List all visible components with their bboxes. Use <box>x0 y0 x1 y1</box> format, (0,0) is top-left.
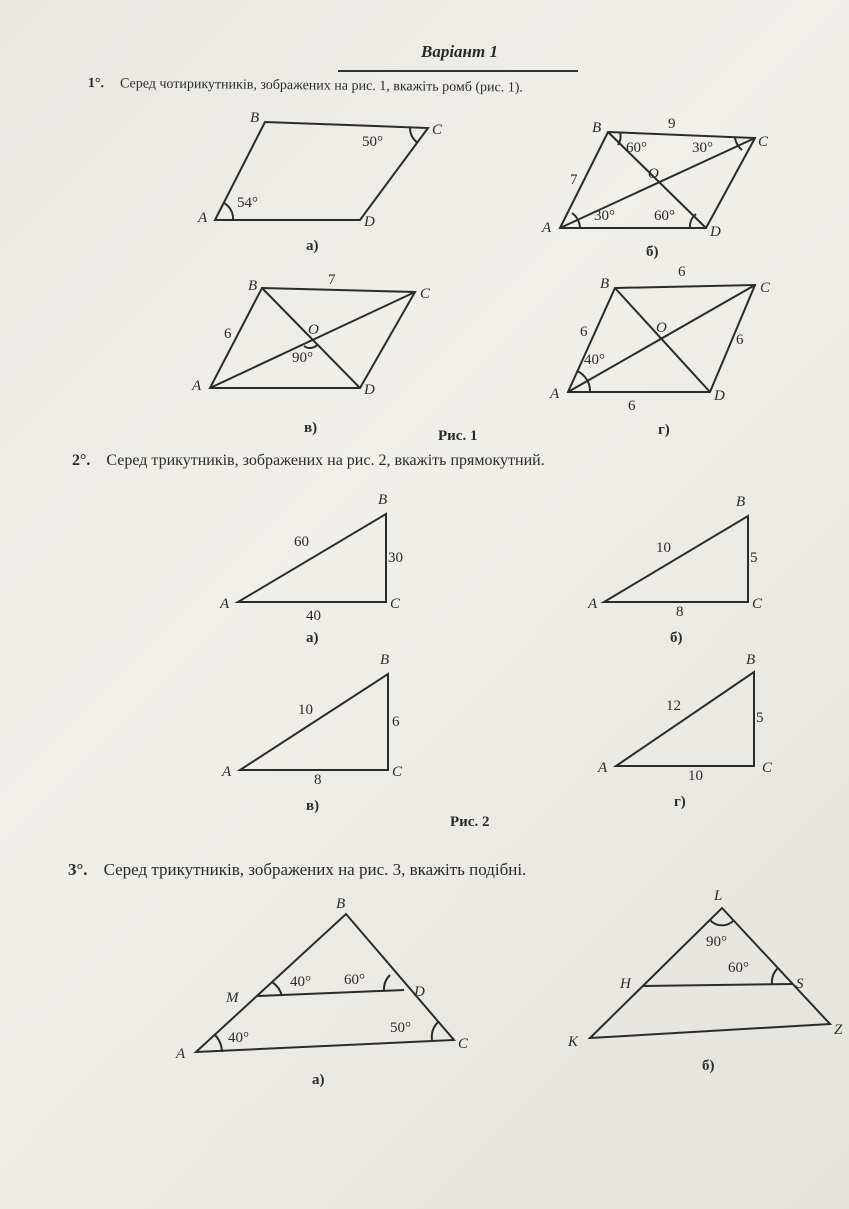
fig1b-label-c: C <box>758 134 769 150</box>
fig1b-angle-c: 30° <box>692 140 713 156</box>
fig1a-label-d: D <box>364 214 375 230</box>
fig1g-diagonal-bd <box>615 288 710 392</box>
fig1b-angle-b-arc <box>618 132 621 145</box>
fig2b-side-bc: 5 <box>750 550 758 566</box>
task-3-text: Серед трикутників, зображених на рис. 3, вкажіть подібні. <box>103 860 527 879</box>
fig2v-side-bc: 6 <box>392 714 400 730</box>
fig3b-label-k: K <box>568 1034 579 1050</box>
fig3a-angle-a: 40° <box>228 1030 249 1046</box>
fig2g-side-bc: 5 <box>756 710 764 726</box>
fig1b-angle-d-arc <box>690 214 696 228</box>
fig3a-angle-c: 50° <box>390 1020 411 1036</box>
fig2-b <box>587 494 763 646</box>
fig1b-caption: б) <box>646 244 659 260</box>
fig1a-label-c: C <box>432 122 443 138</box>
fig1b-angle-d: 60° <box>654 208 675 224</box>
fig1-b <box>541 116 769 260</box>
fig2v-side-ab: 10 <box>298 702 313 718</box>
task-2-text: Серед трикутників, зображених на рис. 2, вкажіть прямокутний. <box>106 452 545 469</box>
fig1v-label-b: B <box>248 278 258 294</box>
fig1g-label-b: B <box>600 276 610 292</box>
fig1-v <box>191 272 431 436</box>
task-3-number: 3°. <box>68 860 88 879</box>
fig3b-angle-s: 60° <box>728 960 749 976</box>
fig2a-triangle <box>238 514 386 602</box>
fig2v-triangle <box>240 674 388 770</box>
fig1g-angle-a-arc <box>577 371 590 392</box>
fig3b-label-l: L <box>714 888 723 904</box>
fig1g-diagonal-ac <box>568 285 755 392</box>
fig1v-label-d: D <box>364 382 375 398</box>
fig3b-segment-hs <box>642 984 792 986</box>
fig1b-side-bc: 9 <box>668 116 676 132</box>
fig1b-label-o: O <box>648 166 659 182</box>
fig3a-label-m: M <box>226 990 239 1006</box>
fig1v-right-angle-arc <box>304 344 318 348</box>
fig3b-triangle-lkz <box>590 908 830 1038</box>
fig2-g <box>597 652 773 810</box>
fig3b-angle-l: 90° <box>706 934 727 950</box>
fig2-a <box>219 492 403 646</box>
fig1b-angle-b: 60° <box>626 140 647 156</box>
fig2g-triangle <box>616 672 754 766</box>
fig2g-label-b: B <box>746 652 756 668</box>
fig2v-label-b: B <box>380 652 390 668</box>
fig2v-side-ac: 8 <box>314 772 322 788</box>
fig2v-label-a: A <box>222 764 232 780</box>
fig2g-side-ac: 10 <box>688 768 703 784</box>
fig1v-side-ab: 6 <box>224 326 232 342</box>
fig1b-angle-a: 30° <box>594 208 615 224</box>
fig1v-label-o: O <box>308 322 319 338</box>
fig1-a <box>197 110 443 254</box>
fig3a-label-c: C <box>458 1036 469 1052</box>
fig1a-angle-c: 50° <box>362 134 383 150</box>
fig1v-label-c: C <box>420 286 431 302</box>
fig3-b <box>567 888 843 1074</box>
fig1a-angle-a: 54° <box>237 195 258 211</box>
fig3b-label-h: H <box>620 976 631 992</box>
fig1g-side-cd: 6 <box>736 332 744 348</box>
fig2b-label-c: C <box>752 596 763 612</box>
fig3a-caption: а) <box>312 1072 325 1088</box>
task-1-number: 1°. <box>87 76 105 92</box>
fig1g-side-ad: 6 <box>628 398 636 414</box>
fig3a-angle-m-arc <box>272 982 282 996</box>
task-2-number: 2°. <box>72 452 91 469</box>
fig2b-label-a: A <box>588 596 598 612</box>
fig2a-caption: а) <box>306 630 319 646</box>
fig2a-side-bc: 30 <box>388 550 403 566</box>
fig1g-label-o: O <box>656 320 667 336</box>
fig2v-label-c: C <box>392 764 403 780</box>
fig3b-angle-s-arc <box>772 968 778 984</box>
fig1v-caption: в) <box>304 420 318 436</box>
fig3b-label-s: S <box>796 976 804 992</box>
fig1a-label-b: B <box>250 110 260 126</box>
fig3b-angle-l-arc <box>710 920 734 925</box>
fig1b-label-a: A <box>542 220 552 236</box>
task-1-text: Серед чотирикутників, зображених на рис. 1, вкажіть ромб (рис. 1). <box>119 76 524 96</box>
fig3a-angle-d-arc <box>384 975 390 990</box>
fig1b-side-ab: 7 <box>570 172 578 188</box>
fig1v-angle-o: 90° <box>292 350 313 366</box>
fig2b-side-ac: 8 <box>676 604 684 620</box>
fig2-v <box>221 652 403 814</box>
fig2v-caption: в) <box>306 798 320 814</box>
fig2b-side-ab: 10 <box>656 540 671 556</box>
fig1g-caption: г) <box>658 422 670 438</box>
fig2a-label-c: C <box>390 596 401 612</box>
fig3a-angle-a-arc <box>214 1034 222 1052</box>
fig2a-label-a: A <box>220 596 230 612</box>
fig1a-caption: а) <box>306 238 319 254</box>
fig1g-label-d: D <box>714 388 725 404</box>
fig2b-triangle <box>604 516 748 602</box>
fig2g-caption: г) <box>674 794 686 810</box>
fig1a-angle-c-arc <box>410 128 418 143</box>
fig1b-label-b: B <box>592 120 602 136</box>
fig2g-side-ab: 12 <box>666 698 681 714</box>
fig1g-side-bc: 6 <box>678 264 686 280</box>
fig3a-label-d: D <box>414 984 425 1000</box>
fig1g-angle-a: 40° <box>584 352 605 368</box>
fig2a-side-ac: 40 <box>306 608 321 624</box>
fig1g-label-a: A <box>550 386 560 402</box>
fig3-a <box>175 896 469 1088</box>
fig2a-side-ab: 60 <box>294 534 309 550</box>
fig3b-caption: б) <box>702 1058 715 1074</box>
variant-title: Варіант 1 <box>421 42 498 61</box>
fig1-g <box>549 264 771 438</box>
fig3a-angle-m: 40° <box>290 974 311 990</box>
fig1g-side-ab: 6 <box>580 324 588 340</box>
fig3a-label-a: A <box>176 1046 186 1062</box>
fig3a-angle-c-arc <box>432 1022 438 1040</box>
fig2b-caption: б) <box>670 630 683 646</box>
fig1v-side-bc: 7 <box>328 272 336 288</box>
fig2g-label-c: C <box>762 760 773 776</box>
fig1b-label-d: D <box>710 224 721 240</box>
fig1v-label-a: A <box>192 378 202 394</box>
fig2b-label-b: B <box>736 494 746 510</box>
fig3b-label-z: Z <box>834 1022 843 1038</box>
fig1g-label-c: C <box>760 280 771 296</box>
figure-1-caption: Рис. 1 <box>438 428 478 444</box>
fig2a-label-b: B <box>378 492 388 508</box>
fig1v-diagonal-bd <box>262 288 360 388</box>
fig1v-diagonal-ac <box>210 292 415 388</box>
figure-2-caption: Рис. 2 <box>450 814 490 830</box>
fig3a-angle-d: 60° <box>344 972 365 988</box>
fig2g-label-a: A <box>598 760 608 776</box>
fig1a-angle-a-arc <box>224 203 233 220</box>
fig1a-label-a: A <box>198 210 208 226</box>
fig3a-label-b: B <box>336 896 346 912</box>
